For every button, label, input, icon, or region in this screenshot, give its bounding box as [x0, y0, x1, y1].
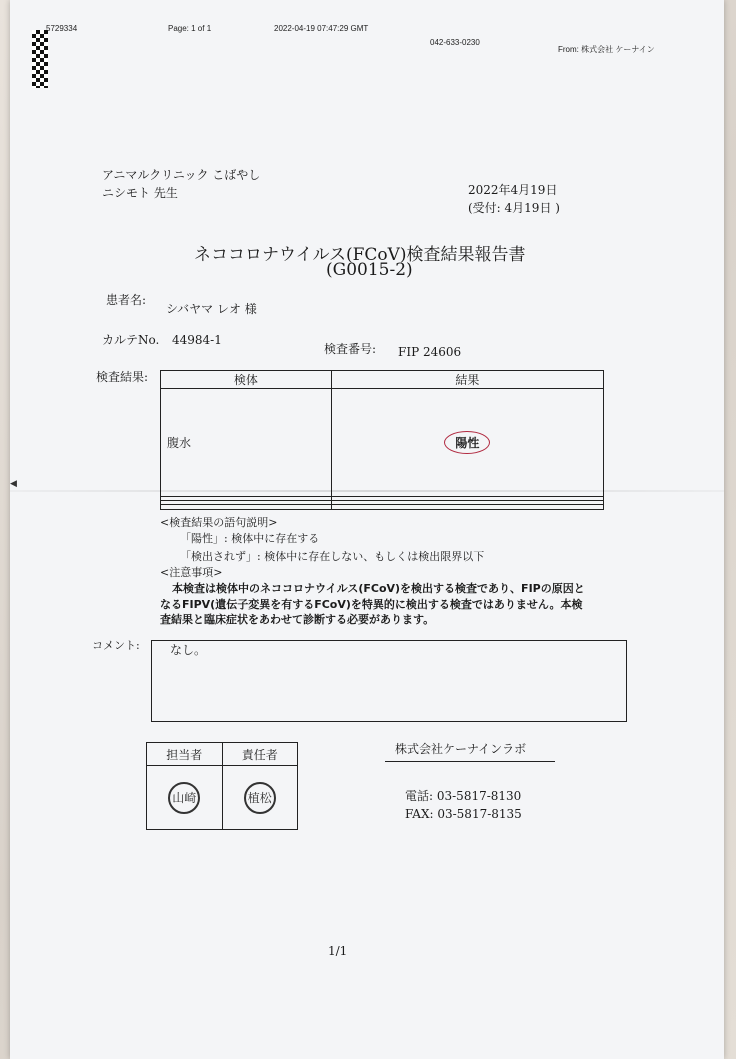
responsible-seal-cell	[222, 766, 298, 830]
results-table	[160, 370, 604, 510]
report-code: (G0015-2)	[326, 260, 413, 280]
specimen-header: 検体	[161, 371, 332, 389]
result-value: 陽性	[444, 431, 490, 454]
company-fax: FAX: 03-5817-8135	[405, 807, 522, 821]
company-tel: 電話: 03-5817-8130	[405, 789, 522, 803]
fax-datetime: 2022-04-19 07:47:29 GMT	[274, 24, 369, 33]
seal-uematsu: 植松	[244, 782, 276, 814]
in-charge-label: 担当者	[147, 743, 223, 766]
fax-id: 5729334	[46, 24, 78, 33]
test-number: FIP 24606	[398, 345, 462, 359]
glossary-positive: 「陽性」: 検体中に存在する	[180, 532, 320, 545]
results-label: 検査結果:	[96, 370, 149, 384]
caution-heading: <注意事項>	[160, 566, 223, 579]
comment-text: なし。	[170, 643, 207, 657]
caution-line-2: なるFIPV(遺伝子変異を有するFCoV)を特異的に検出する検査ではありません。本検	[160, 598, 583, 611]
result-cell	[331, 389, 603, 497]
chart-number: 44984-1	[172, 333, 222, 347]
fax-page: Page: 1 of 1	[168, 24, 212, 33]
caution-line-3: 査結果と臨床症状をあわせて診断する必要があります。	[160, 613, 435, 626]
comment-label: コメント:	[92, 639, 140, 652]
paper-fold	[10, 490, 724, 492]
empty-cell	[331, 505, 603, 510]
company-name: 株式会社ケーナインラボ	[395, 742, 527, 756]
page-number: 1/1	[328, 944, 348, 958]
seal-yamazaki: 山崎	[168, 782, 200, 814]
empty-cell	[161, 505, 332, 510]
glossary-not-detected: 「検出されず」: 検体中に存在しない、もしくは検出限界以下	[180, 550, 485, 563]
specimen-cell: 腹水	[161, 389, 332, 497]
test-number-label: 検査番号:	[324, 342, 377, 356]
patient-label: 患者名:	[106, 293, 147, 307]
report-title: ネココロナウイルス(FCoV)検査結果報告書	[194, 245, 526, 265]
fax-phone: 042-633-0230	[430, 38, 480, 47]
recipient-clinic: アニマルクリニック こばやし	[102, 168, 261, 182]
result-header: 結果	[331, 371, 603, 389]
fold-arrow-icon: ◀	[10, 479, 17, 489]
patient-name: シバヤマ レオ 様	[166, 302, 257, 316]
chart-label: カルテNo.	[102, 333, 160, 347]
company-underline	[385, 761, 555, 762]
report-date: 2022年4月19日	[468, 183, 558, 197]
recipient-doctor: ニシモト 先生	[102, 186, 178, 200]
comment-box	[151, 640, 627, 722]
caution-line-1: 本検査は検体中のネココロナウイルス(FCoV)を検出する検査であり、FIPの原因と	[172, 582, 585, 595]
fax-document	[10, 0, 724, 1059]
fax-barcode	[32, 30, 48, 88]
stamp-table	[146, 742, 298, 830]
glossary-heading: <検査結果の語句説明>	[160, 516, 278, 529]
in-charge-seal-cell	[147, 766, 223, 830]
received-date: (受付: 4月19日 )	[468, 201, 560, 215]
fax-from: From: 株式会社 ケーナイン	[558, 45, 655, 54]
responsible-label: 責任者	[222, 743, 298, 766]
